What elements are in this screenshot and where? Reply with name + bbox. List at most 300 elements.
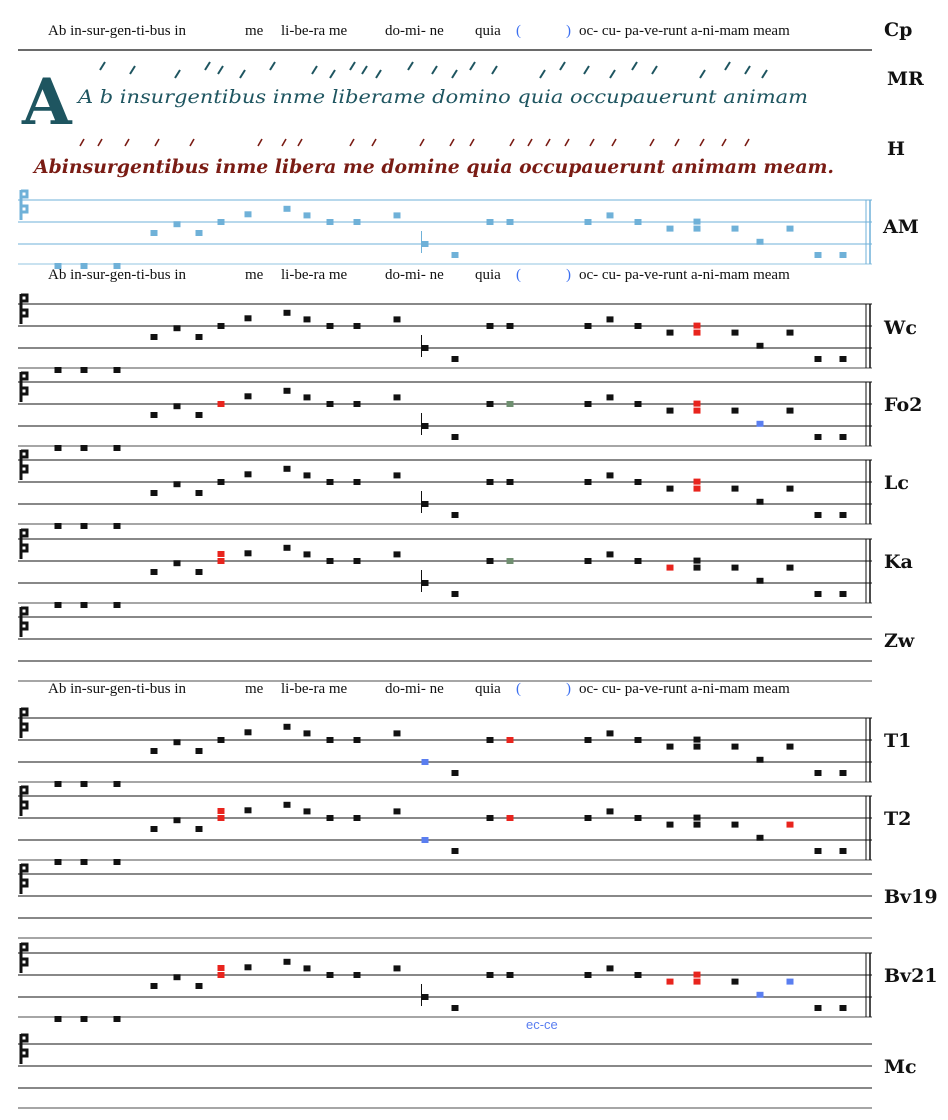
neume-note <box>304 472 311 478</box>
neume-note <box>732 822 739 828</box>
neume-stroke <box>528 139 532 146</box>
neume-note <box>840 512 847 518</box>
neume-note <box>694 972 701 978</box>
neume-note <box>815 512 822 518</box>
lyric-main-2: me <box>245 681 264 697</box>
neume-stroke <box>298 139 302 146</box>
mr-text: A b insurgentibus inme liberame domino quia occupauerunt animam <box>75 86 808 108</box>
neume-note <box>304 394 311 400</box>
neume-stroke <box>330 70 335 78</box>
neume-note <box>55 445 62 451</box>
lyric-main-5: quia <box>475 681 501 697</box>
c-clef-icon <box>21 190 27 220</box>
neume-note <box>284 545 291 551</box>
neume-note <box>394 551 401 557</box>
neume-note <box>635 219 642 225</box>
neume-note <box>757 578 764 584</box>
neume-note <box>218 965 225 971</box>
neume-note <box>667 226 674 232</box>
neume-note <box>694 979 701 985</box>
neume-note <box>422 837 429 843</box>
neume-stroke <box>130 66 135 74</box>
neume-note <box>694 744 701 750</box>
lyric-main-4: do-mi- ne <box>385 681 444 697</box>
h-text: Abinsurgentibus inme libera me domine quia occupauerunt animam meam. <box>32 156 835 178</box>
neume-note <box>174 739 181 745</box>
neume-note <box>327 815 334 821</box>
lyric-bracket-close: ) <box>566 267 571 283</box>
neume-stroke <box>205 62 210 70</box>
neume-note <box>635 972 642 978</box>
neume-stroke <box>745 139 749 146</box>
neume-note <box>81 367 88 373</box>
neume-note <box>174 817 181 823</box>
neume-stroke <box>240 70 245 78</box>
c-clef-icon <box>21 607 27 637</box>
h-neumes <box>80 139 749 146</box>
neume-note <box>284 959 291 965</box>
neume-note <box>422 759 429 765</box>
neume-note <box>55 367 62 373</box>
neume-stroke <box>452 70 457 78</box>
neume-note <box>585 737 592 743</box>
neume-note <box>840 356 847 362</box>
neume-note <box>196 826 203 832</box>
neume-note <box>151 983 158 989</box>
neume-stroke <box>470 139 474 146</box>
neume-note <box>151 569 158 575</box>
neume-note <box>422 241 429 247</box>
neume-note <box>757 992 764 998</box>
siglum-wc: Wc <box>884 317 917 339</box>
neume-note <box>151 230 158 236</box>
neume-note <box>585 815 592 821</box>
siglum-am: AM <box>883 216 919 238</box>
neume-note <box>55 523 62 529</box>
lyric-bracket-open: ( <box>516 267 521 283</box>
neume-note <box>81 602 88 608</box>
neume-note <box>757 421 764 427</box>
neume-note <box>81 1016 88 1022</box>
staff-fo2 <box>18 372 872 451</box>
neume-note <box>354 401 361 407</box>
neume-note <box>196 334 203 340</box>
neume-note <box>55 1016 62 1022</box>
neume-note <box>585 558 592 564</box>
neume-stroke <box>432 66 437 74</box>
neume-note <box>151 334 158 340</box>
neume-note <box>757 757 764 763</box>
neume-note <box>585 323 592 329</box>
neume-note <box>422 994 429 1000</box>
neume-stroke <box>155 139 159 146</box>
neume-note <box>245 550 252 556</box>
neume-note <box>354 815 361 821</box>
neume-note <box>151 490 158 496</box>
neume-note <box>585 401 592 407</box>
neume-note <box>732 565 739 571</box>
c-clef-icon <box>21 450 27 480</box>
neume-note <box>694 558 701 564</box>
neume-stroke <box>492 66 497 74</box>
siglum-mc: Mc <box>884 1056 917 1078</box>
neume-note <box>787 565 794 571</box>
neume-note <box>694 219 701 225</box>
neume-note <box>114 1016 121 1022</box>
neume-note <box>787 979 794 985</box>
neume-note <box>507 815 514 821</box>
neume-stroke <box>350 139 354 146</box>
neume-note <box>815 770 822 776</box>
neume-note <box>422 501 429 507</box>
lyric-bracket-open: ( <box>516 681 521 697</box>
neume-note <box>607 808 614 814</box>
neume-note <box>815 356 822 362</box>
lyric-main-4: do-mi- ne <box>385 267 444 283</box>
neume-stroke <box>100 62 105 70</box>
neume-note <box>394 965 401 971</box>
neume-note <box>585 219 592 225</box>
neume-note <box>667 822 674 828</box>
neume-note <box>732 330 739 336</box>
neume-note <box>607 551 614 557</box>
neume-stroke <box>632 62 637 70</box>
neume-note <box>840 252 847 258</box>
neume-note <box>487 558 494 564</box>
staff-am <box>18 190 872 269</box>
neume-note <box>245 729 252 735</box>
neume-note <box>394 808 401 814</box>
neume-note <box>487 737 494 743</box>
neume-stroke <box>510 139 514 146</box>
neume-stroke <box>80 139 84 146</box>
h-facsimile <box>32 139 834 178</box>
neume-note <box>757 343 764 349</box>
neume-note <box>174 560 181 566</box>
neume-note <box>815 252 822 258</box>
staff-t2 <box>18 786 872 865</box>
neume-note <box>284 310 291 316</box>
neume-note <box>694 815 701 821</box>
neume-note <box>815 848 822 854</box>
neume-note <box>245 471 252 477</box>
siglum-t1: T1 <box>884 730 912 752</box>
c-clef-icon <box>21 372 27 402</box>
neume-stroke <box>650 139 654 146</box>
staff-wc <box>18 294 872 373</box>
lyric-bracket-close: ) <box>566 681 571 697</box>
neume-note <box>327 972 334 978</box>
neume-note <box>196 412 203 418</box>
neume-note <box>732 744 739 750</box>
mr-facsimile <box>21 62 808 140</box>
neume-note <box>452 1005 459 1011</box>
neume-note <box>114 367 121 373</box>
neume-note <box>694 408 701 414</box>
neume-note <box>327 479 334 485</box>
neume-note <box>694 479 701 485</box>
neume-stroke <box>258 139 262 146</box>
neume-stroke <box>590 139 594 146</box>
neume-stroke <box>762 70 767 78</box>
neume-note <box>81 781 88 787</box>
neume-note <box>55 781 62 787</box>
neume-note <box>487 815 494 821</box>
neume-note <box>487 323 494 329</box>
neume-note <box>394 730 401 736</box>
staff-t1 <box>18 708 872 787</box>
neume-note <box>667 486 674 492</box>
neume-note <box>507 558 514 564</box>
neume-note <box>667 744 674 750</box>
neume-note <box>284 388 291 394</box>
neume-note <box>81 445 88 451</box>
neume-note <box>218 479 225 485</box>
neume-stroke <box>675 139 679 146</box>
neume-note <box>354 558 361 564</box>
neume-note <box>757 239 764 245</box>
neume-note <box>452 252 459 258</box>
c-clef-icon <box>21 943 27 973</box>
neume-note <box>354 219 361 225</box>
staff-lc <box>18 450 872 529</box>
neume-note <box>840 770 847 776</box>
neume-note <box>151 412 158 418</box>
staff-mc <box>18 1034 872 1108</box>
neume-note <box>585 479 592 485</box>
neume-note <box>507 401 514 407</box>
neume-stroke <box>584 66 589 74</box>
neume-note <box>304 551 311 557</box>
lyric-tail: oc- cu- pa-ve-runt a-ni-mam meam <box>579 267 790 283</box>
neume-note <box>507 479 514 485</box>
neume-stroke <box>312 66 317 74</box>
neume-note <box>452 356 459 362</box>
lyric-main-3: li-be-ra me <box>281 681 348 697</box>
neume-note <box>694 323 701 329</box>
c-clef-icon <box>21 864 27 894</box>
neume-stroke <box>98 139 102 146</box>
neume-stroke <box>270 62 275 70</box>
neume-note <box>694 565 701 571</box>
neume-stroke <box>218 66 223 74</box>
neume-note <box>81 859 88 865</box>
lyric-tail: oc- cu- pa-ve-runt a-ni-mam meam <box>579 681 790 697</box>
neume-stroke <box>376 70 381 78</box>
neume-note <box>55 602 62 608</box>
c-clef-icon <box>21 294 27 324</box>
staff-bv19 <box>18 864 872 938</box>
neume-note <box>585 972 592 978</box>
c-clef-icon <box>21 1034 27 1064</box>
neume-note <box>394 212 401 218</box>
neume-note <box>507 323 514 329</box>
neume-note <box>327 323 334 329</box>
neume-note <box>452 770 459 776</box>
neume-note <box>196 983 203 989</box>
lyric-main-4: do-mi- ne <box>385 23 444 39</box>
neume-note <box>452 848 459 854</box>
neume-note <box>304 316 311 322</box>
lyric-row-cp <box>48 23 790 39</box>
neume-note <box>304 212 311 218</box>
neume-stroke <box>420 139 424 146</box>
neume-note <box>218 815 225 821</box>
neume-note <box>487 972 494 978</box>
neume-stroke <box>125 139 129 146</box>
neume-note <box>667 330 674 336</box>
neume-note <box>635 737 642 743</box>
lyric-main-3: li-be-ra me <box>281 23 348 39</box>
neume-note <box>815 1005 822 1011</box>
neume-stroke <box>560 62 565 70</box>
neume-note <box>245 807 252 813</box>
siglum-bv21: Bv21 <box>884 965 938 987</box>
neume-note <box>787 408 794 414</box>
neume-note <box>787 330 794 336</box>
lyric-main-3: li-be-ra me <box>281 267 348 283</box>
neume-note <box>354 479 361 485</box>
neume-note <box>694 401 701 407</box>
neume-note <box>694 737 701 743</box>
neume-note <box>840 591 847 597</box>
neume-note <box>245 315 252 321</box>
neume-note <box>667 565 674 571</box>
neume-note <box>174 403 181 409</box>
neume-note <box>354 737 361 743</box>
neume-note <box>245 211 252 217</box>
neume-note <box>452 512 459 518</box>
neume-note <box>607 472 614 478</box>
neume-note <box>174 974 181 980</box>
neume-note <box>815 434 822 440</box>
neume-note <box>218 551 225 557</box>
lyric-bracket-open: ( <box>516 23 521 39</box>
neume-stroke <box>540 70 545 78</box>
neume-note <box>635 401 642 407</box>
neume-note <box>635 323 642 329</box>
neume-note <box>487 401 494 407</box>
mr-neumes <box>100 62 767 78</box>
neume-note <box>507 219 514 225</box>
neume-stroke <box>175 70 180 78</box>
neume-note <box>787 486 794 492</box>
variant-ecce: ec-ce <box>526 1017 558 1032</box>
c-clef-icon <box>21 529 27 559</box>
neume-note <box>245 964 252 970</box>
neume-stroke <box>190 139 194 146</box>
siglum-zw: Zw <box>884 630 915 652</box>
neume-note <box>304 730 311 736</box>
neume-stroke <box>700 70 705 78</box>
neume-note <box>732 408 739 414</box>
neume-note <box>218 737 225 743</box>
lyric-main-5: quia <box>475 23 501 39</box>
lyric-main-5: quia <box>475 267 501 283</box>
neume-note <box>218 401 225 407</box>
neume-stroke <box>700 139 704 146</box>
neume-note <box>757 835 764 841</box>
neume-stroke <box>612 139 616 146</box>
neume-stroke <box>372 139 376 146</box>
siglum-h: H <box>887 138 905 160</box>
lyric-tail: oc- cu- pa-ve-runt a-ni-mam meam <box>579 23 790 39</box>
lyric-main-1: Ab in-sur-gen-ti-bus in <box>48 23 187 39</box>
neume-note <box>55 859 62 865</box>
staff-ka <box>18 529 872 608</box>
lyric-main-1: Ab in-sur-gen-ti-bus in <box>48 267 187 283</box>
neume-stroke <box>350 62 355 70</box>
neume-note <box>667 408 674 414</box>
siglum-bv19: Bv19 <box>884 886 938 908</box>
neume-note <box>114 445 121 451</box>
c-clef-icon <box>21 708 27 738</box>
lyric-row-wc <box>48 267 790 283</box>
neume-note <box>694 486 701 492</box>
neume-note <box>694 226 701 232</box>
neume-note <box>81 523 88 529</box>
neume-note <box>694 822 701 828</box>
neume-note <box>284 206 291 212</box>
neume-note <box>787 822 794 828</box>
neume-note <box>114 602 121 608</box>
neume-note <box>487 219 494 225</box>
neume-note <box>245 393 252 399</box>
neume-note <box>114 859 121 865</box>
neume-note <box>422 345 429 351</box>
neume-note <box>452 434 459 440</box>
neume-note <box>284 724 291 730</box>
neume-stroke <box>282 139 286 146</box>
neume-note <box>327 401 334 407</box>
neume-note <box>732 486 739 492</box>
neume-note <box>607 965 614 971</box>
neume-note <box>840 1005 847 1011</box>
neume-note <box>174 221 181 227</box>
neume-note <box>354 972 361 978</box>
neume-note <box>607 730 614 736</box>
neume-note <box>114 523 121 529</box>
neume-note <box>304 965 311 971</box>
neume-stroke <box>745 66 750 74</box>
neume-note <box>354 323 361 329</box>
neume-note <box>196 230 203 236</box>
neume-note <box>487 479 494 485</box>
neume-stroke <box>408 62 413 70</box>
staves <box>18 190 872 1108</box>
neume-stroke <box>362 66 367 74</box>
neume-note <box>196 748 203 754</box>
siglum-mr: MR <box>887 68 924 90</box>
neume-note <box>452 591 459 597</box>
siglum-fo2: Fo2 <box>884 394 923 416</box>
lyric-main-1: Ab in-sur-gen-ti-bus in <box>48 681 187 697</box>
neume-note <box>840 848 847 854</box>
neume-note <box>667 979 674 985</box>
neume-stroke <box>652 66 657 74</box>
neume-note <box>327 737 334 743</box>
neume-note <box>218 972 225 978</box>
neume-stroke <box>722 139 726 146</box>
neume-note <box>635 479 642 485</box>
lyric-main-2: me <box>245 23 264 39</box>
neume-note <box>694 330 701 336</box>
neume-stroke <box>610 70 615 78</box>
neume-note <box>732 979 739 985</box>
siglum-lc: Lc <box>884 472 909 494</box>
neume-note <box>635 815 642 821</box>
siglum-ka: Ka <box>884 551 913 573</box>
